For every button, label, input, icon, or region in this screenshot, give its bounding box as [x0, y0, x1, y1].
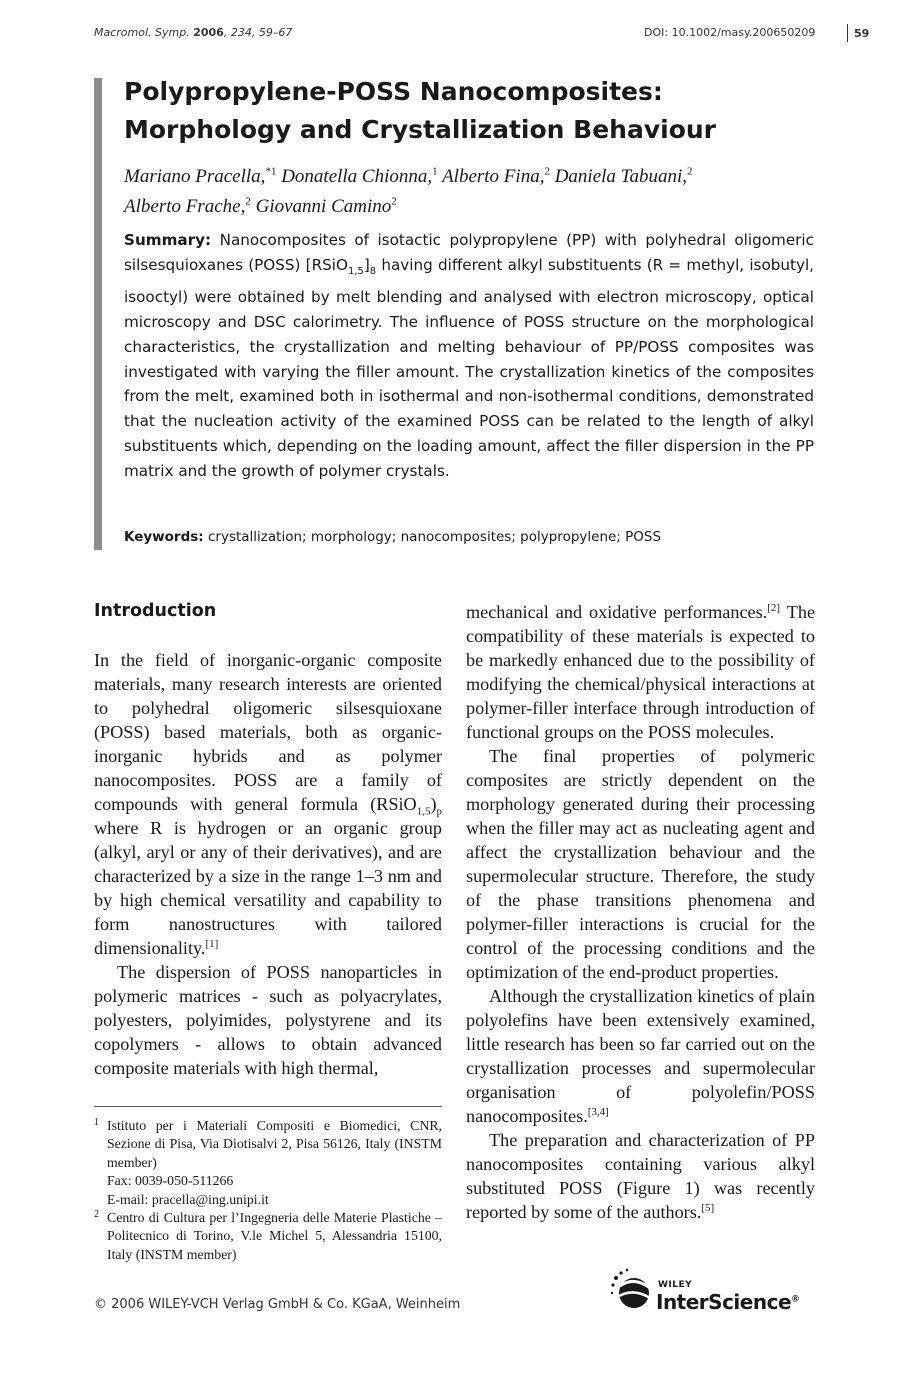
abstract-summary: Summary: Nanocomposites of isotactic polypropylene (PP) with polyhedral oligomeric silsesquioxanes (POSS) $[RSiO_{1,5}]_8$ having different alkyl substituents (R = methyl, isobutyl, isooctyl) were obtained by melt blending and analysed with electron microscopy, optical microscopy and DSC calorimetry. The influence of POSS structure on the morphological characteristics, the crystallization and melting behaviour of PP/POSS composites was investigated with varying the filler amount. The crystallization kinetics of the composites from the melt, examined both in isothermal and non-isothermal conditions, demonstrated that the nucleation activity of the examined POSS can be related to the length of alkyl substituents which, depending on the loading amount, affect the filler dispersion in the PP matrix and the growth of polymer crystals. [124, 231, 814, 481]
email-link[interactable]: E-mail: pracella@ing.unipi.it [107, 1191, 269, 1207]
footnotes [94, 1117, 442, 1264]
paragraph: The preparation and characterization of PP nanocomposites containing various alkyl substituted POSS (Figure 1) was recently reported by some of the authors.[5] [466, 1130, 815, 1222]
summary-label: Summary: [124, 231, 212, 249]
author-list [124, 160, 814, 219]
article-title: Polypropylene-POSS Nanocomposites: Morphology and Crystallization Behaviour [124, 77, 717, 144]
logo-wiley: WILEY [658, 1280, 693, 1290]
left-column [94, 648, 442, 1080]
journal-citation: Macromol. Symp. 2006, 234, 59–67 [94, 26, 293, 39]
author: Alberto Frache,$^2$ [124, 195, 251, 217]
author: Mariano Pracella,$^{*1}$ [124, 166, 277, 188]
author: Giovanni Camino$^2$ [255, 195, 397, 217]
globe-swirl-icon [610, 1266, 656, 1318]
author: Donatella Chionna,$^1$ [281, 166, 438, 188]
citation[interactable]: [3,4] [587, 1105, 609, 1118]
running-head [94, 26, 870, 44]
footnote-rule [94, 1106, 442, 1107]
paragraph: The dispersion of POSS nanoparticles in polymeric matrices - such as polyacrylates, polyesters, polyimides, polystyrene and its copolymers - allows to obtain advanced composite materials with high thermal, [94, 962, 442, 1078]
footnote: 1 Istituto per i Materiali Compositi e Biomedici, CNR, Sezione di Pisa, Via Diotisalvi 2, Pisa 56126, Italy (INSTM member) Fax: 0039-050-511266 E-mail: pracella@ing.unipi.it [94, 1117, 442, 1209]
doi: DOI: 10.1002/masy.200650209 [644, 26, 816, 39]
citation[interactable]: [1] [205, 937, 219, 950]
citation[interactable]: [5] [701, 1201, 715, 1214]
abstract-side-bar [94, 78, 102, 550]
author: Daniela Tabuani,$^2$ [554, 166, 693, 188]
author: Alberto Fina,$^2$ [442, 166, 550, 188]
footnote: 2 Centro di Cultura per l’Ingegneria delle Materie Plastiche – Politecnico di Torino, V.le Michel 5, Alessandria 15100, Italy (INSTM member) [94, 1209, 442, 1262]
page-number: 59 [847, 24, 869, 42]
keywords: Keywords: crystallization; morphology; nanocomposites; polypropylene; POSS [124, 529, 662, 545]
right-column [466, 600, 815, 1224]
interscience-logo [610, 1266, 820, 1318]
paragraph: The final properties of polymeric composites are strictly dependent on the morphology generated during their processing when the filler may act as nucleating agent and affect the crystallization behaviour and the supermolecular structure. Therefore, the study of the phase transitions phenomena and polymer-filler interactions is crucial for the control of the processing conditions and the optimization of the end-product properties. [466, 746, 815, 982]
paragraph: Although the crystallization kinetics of plain polyolefins have been extensively examined, little research has been so far carried out on the crystallization processes and supermolecular organisation of polyolefin/POSS nanocomposites.[3,4] [466, 986, 815, 1126]
paragraph: mechanical and oxidative performances.[2] The compatibility of these materials is expected to be markedly enhanced due to the possibility of modifying the chemical/physical interactions at polymer-filler interface through introduction of functional groups on the POSS molecules. [466, 601, 816, 742]
paragraph: In the field of inorganic-organic composite materials, many research interests are oriented to polyhedral oligomeric silsesquioxane (POSS) based materials, both as organic-inorganic hybrids and as polymer nanocomposites. POSS are a family of compounds with general formula $(RSiO_{1,5})_p$ where R is hydrogen or an organic group (alkyl, aryl or any of their derivatives), and are characterized by a size in the range 1–3 nm and by high chemical versatility and capability to form nanostructures with tailored dimensionality.[1] [94, 650, 442, 958]
keywords-label: Keywords: [124, 529, 204, 545]
logo-interscience: InterScience® [656, 1290, 800, 1314]
citation[interactable]: [2] [767, 601, 781, 614]
copyright: © 2006 WILEY-VCH Verlag GmbH & Co. KGaA, Weinheim [94, 1297, 461, 1312]
section-heading-introduction: Introduction [94, 601, 217, 621]
